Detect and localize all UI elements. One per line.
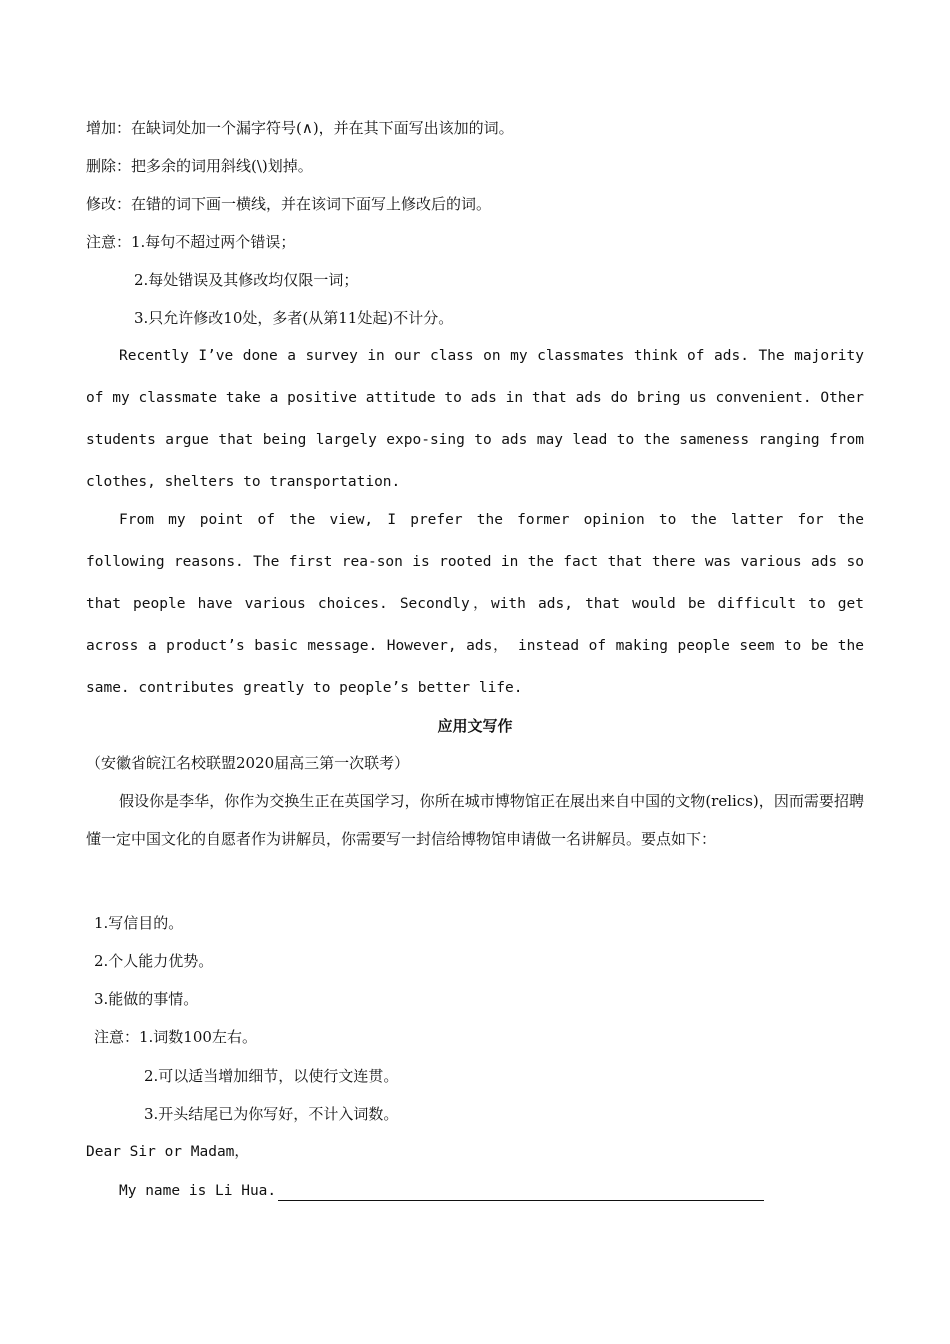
instruction-add: 增加：在缺词处加一个漏字符号(∧)，并在其下面写出该加的词。 — [86, 119, 514, 137]
point-2: 2.个人能力优势。 — [94, 952, 214, 970]
document-page — [86, 0, 864, 1344]
letter-opening: My name is Li Hua. — [119, 1183, 277, 1199]
writing-note-3: 3.开头结尾已为你写好，不计入词数。 — [144, 1105, 399, 1123]
instruction-note-2: 2.每处错误及其修改均仅限一词； — [134, 271, 359, 289]
instruction-delete: 删除：把多余的词用斜线(\)划掉。 — [86, 157, 313, 175]
point-3: 3.能做的事情。 — [94, 990, 199, 1008]
instruction-note-3: 3.只允许修改10处，多者(从第11处起)不计分。 — [134, 309, 454, 327]
letter-salutation: Dear Sir or Madam， — [86, 1144, 249, 1160]
section-title: 应用文写作 — [437, 717, 513, 735]
instruction-modify: 修改：在错的词下画一横线，并在该词下面写上修改后的词。 — [86, 195, 492, 213]
answer-blank[interactable] — [278, 1184, 764, 1201]
writing-note-2: 2.可以适当增加细节，以使行文连贯。 — [144, 1067, 399, 1085]
writing-prompt: 假设你是李华，你作为交换生正在英国学习，你所在城市博物馆正在展出来自中国的文物(relics)，因而需要招聘懂一定中国文化的自愿者作为讲解员，你需要写一封信给博物馆申请做一名讲解员。要点如下： — [86, 792, 864, 848]
point-1: 1.写信目的。 — [94, 914, 184, 932]
letter-opening-line — [119, 1180, 764, 1201]
question-source: （安徽省皖江名校联盟2020届高三第一次联考） — [86, 754, 410, 772]
passage-paragraph-1: Recently I’ve done a survey in our class on my classmates think of ads. The majority of my classmate take a positive attitude to ads in that ads do bring us convenient. Other students argue that being largely expo-sing to ads may lead to the sameness ranging from clothes, shelters to transportation. — [86, 348, 864, 490]
writing-note-1: 注意：1.词数100左右。 — [94, 1028, 257, 1046]
instruction-note-1: 注意：1.每句不超过两个错误； — [86, 233, 296, 251]
passage-paragraph-2: From my point of the view, I prefer the former opinion to the latter for the following reasons. The first rea-son is rooted in the fact that there was various ads so that people have various choices. Secondly，with ads, that would be difficult to get across a product’s basic message. However, ads， instead of making people seem to be the same. contributes greatly to people’s better life. — [86, 512, 864, 696]
